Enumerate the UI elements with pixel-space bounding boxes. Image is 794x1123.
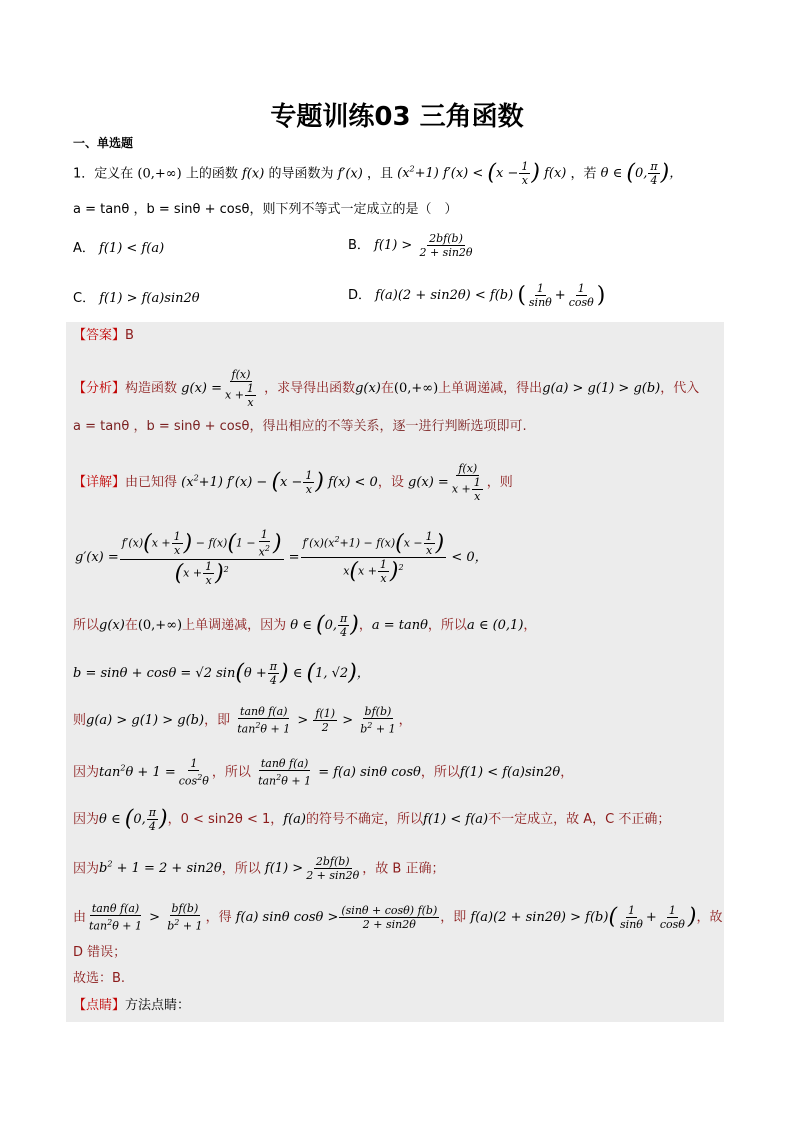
q-domain: (0,+∞) (137, 166, 182, 182)
option-b[interactable]: B． f(1) > $\frac{2bf(b)}{2 + \sin 2\theta}$ (348, 232, 473, 259)
q-mid: 上的函数 (185, 166, 238, 182)
q-fpx: f′(x) (337, 166, 363, 182)
q-prefix: 1．定义在 (73, 166, 134, 182)
q-and: ，且 (366, 166, 393, 182)
detail-line-1: 【详解】由已知得 $(x^2+1) f'(x) - (x$ − $\frac{1}{x}$ ) f(x) < 0，设 g(x) = f(x) x + $\frac{1}{x}$ ，则 (73, 462, 513, 503)
detail-monotone-line: 所以g(x)在(0,+∞)上单调递减，因为 θ ∈ (0, $\frac{\pi}{4}$ )，a = tanθ，所以a ∈ (0,1)， (73, 612, 537, 639)
q-fx: f(x) (242, 166, 265, 182)
answer-line (73, 326, 134, 346)
option-b-fraction: $\frac{2bf(b)}{2 + \sin 2\theta}$ (419, 232, 473, 259)
q-if: ，若 (570, 166, 597, 182)
answer-value: B (125, 328, 134, 343)
detail-option-b-line: 因为$b^2 + 1 = 2 + \sin 2\theta$，所以 f(1) > $\frac{2bf(b)}{2 + \sin 2\theta}$ ，故 B 正确； (73, 855, 445, 883)
option-c[interactable]: C． f(1) > f(a)sin2θ (73, 291, 200, 306)
question-line-1 (73, 160, 682, 187)
derivative-formula: g′(x) = f′(x)(x + $\frac{1}{x}$ ) − f(x)(1 − $\frac{1}{x^2}$ ) (x + $\frac{1}{x}$ )$^2$ = $f'(x)(x^2+1) - f(x)(x$ − $\frac{1}{x}$ ) x(x + $\frac{1}{x}$ )$^2$ < 0， (75, 528, 488, 587)
detail-d-wrong: D 错误； (73, 945, 127, 960)
q-condition: $(x^2+1) f'(x) < (x$ − $\frac{1}{x}$ ) f(x) (397, 160, 567, 188)
detail-then-line: 则g(a) > g(1) > g(b)，即 $\frac{\text{tanθ f(a)}}{\tan^2\theta + 1}$ > $\frac{f(1)}{2}$ > $\frac{bf(b)}{b^2 + 1}$ ， (73, 705, 412, 736)
detail-option-d-line: 由 $\frac{\text{tanθ f(a)}}{\tan^2\theta + 1}$ > $\frac{bf(b)}{b^2 + 1}$ ，得 f(a) sinθ cosθ > $\frac{(\sin\theta + \cos\theta) f(b)}{2 + \sin 2\theta}$ ，即 f(a)(2 + sin2θ) > f(b)( $\frac{1}{\sin\theta}$ + $\frac{1}{\cos\theta}$ )，故 (73, 902, 723, 933)
page-title: 专题训练03 三角函数 (270, 102, 524, 132)
detail-identity-line: 因为$\tan^2\theta + 1$ = $\frac{1}{\cos^2\theta}$ ，所以 $\frac{\text{tanθ f(a)}}{\tan^2\theta + 1}$ = f(a) sinθ cosθ，所以f(1) < f(a)sin2θ， (73, 757, 574, 788)
section-heading: 一、单选题 (73, 136, 134, 150)
remark-line: 【点睛】方法点睛： (73, 998, 191, 1013)
detail-b-range: b = sinθ + cosθ = √2 sin(θ + $\frac{\pi}{4}$ ) ∈ (1, √2)， (73, 660, 370, 687)
q-derivative-text: 的导函数为 (268, 166, 334, 182)
detail-choose: 故选：B. (73, 971, 126, 986)
analysis-line-2: a = tanθ ，b = sinθ + cosθ，得出相应的不等关系，逐一进行判断选项即可. (73, 419, 527, 434)
option-a[interactable]: A． f(1) < f(a) (73, 241, 165, 256)
analysis-line-1: 【分析】构造函数 g(x) = f(x) x + $\frac{1}{x}$ ，求导得出函数g(x)在(0,+∞)上单调递减，得出g(a) > g(1) > g(b)，代入 (73, 368, 700, 409)
detail-sign-line: 因为θ ∈ (0, $\frac{\pi}{4}$ )，0 < sin2θ < 1，f(a)的符号不确定，所以f(1) < f(a)不一定成立，故 A，C 不正确； (73, 806, 671, 833)
question-line-2: a = tanθ ，b = sinθ + cosθ，则下列不等式一定成立的是（ ） (73, 202, 458, 217)
answer-tag: 【答案】 (73, 328, 126, 343)
option-d[interactable]: D． f(a)(2 + sin2θ) < f(b) ( $\frac{1}{\sin\theta}$ + $\frac{1}{\cos\theta}$ ) (348, 282, 606, 309)
q-theta-range: θ ∈ (0, $\frac{\pi}{4}$ )， (600, 160, 683, 188)
